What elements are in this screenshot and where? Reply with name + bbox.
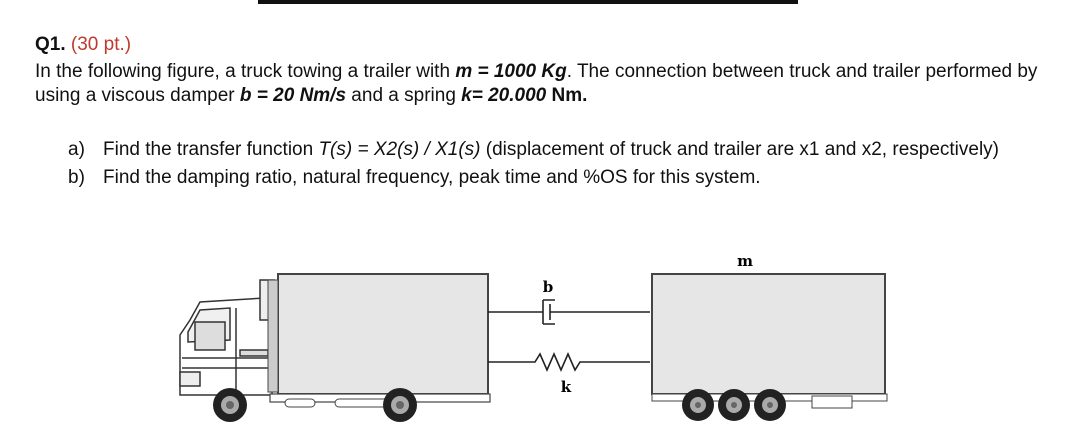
damper-label: b bbox=[542, 278, 554, 296]
truck-front-wheel bbox=[213, 388, 247, 422]
truck-box-front bbox=[268, 280, 278, 392]
question-text bbox=[35, 60, 1045, 108]
trailer-box bbox=[652, 274, 885, 394]
part-a bbox=[68, 136, 1048, 164]
mass-equation: m = 1000 Kg bbox=[455, 61, 567, 82]
mass-label: m bbox=[737, 252, 753, 270]
truck-trailer-figure bbox=[160, 240, 920, 435]
top-rule bbox=[258, 0, 798, 4]
part-a-text-2: (displacement of truck and trailer are x1 and x2, respectively) bbox=[480, 139, 1000, 160]
spring-unit: Nm. bbox=[546, 85, 588, 106]
question-points: (30 pt.) bbox=[70, 34, 132, 55]
trailer-wheel-1 bbox=[682, 389, 714, 421]
truck-cab bbox=[180, 280, 274, 395]
text-connection: . The connection between truck and trailer performed by using a viscous damper bbox=[35, 61, 1038, 106]
part-b-text: Find the damping ratio, natural frequency, peak time and %OS for this system. bbox=[103, 167, 761, 188]
part-b-label: b) bbox=[68, 167, 85, 188]
question-number: Q1. bbox=[35, 34, 66, 55]
damper-equation: b = 20 Nm/s bbox=[239, 85, 347, 106]
transfer-function: T(s) = X2(s) / X1(s) bbox=[318, 139, 481, 160]
part-a-text-1: Find the transfer function bbox=[103, 139, 319, 160]
spring bbox=[488, 354, 650, 370]
trailer-wheel-2 bbox=[718, 389, 750, 421]
spring-equation: k= 20.000 bbox=[461, 85, 547, 106]
truck-tank bbox=[285, 399, 315, 407]
question-parts bbox=[68, 136, 1048, 192]
part-b bbox=[68, 164, 1048, 192]
text-spring: and a spring bbox=[346, 85, 462, 106]
text-intro: In the following figure, a truck towing a trailer with bbox=[35, 61, 456, 82]
spring-label: k bbox=[560, 378, 572, 396]
truck-box bbox=[278, 274, 488, 394]
part-a-label: a) bbox=[68, 139, 85, 160]
trailer-bumper bbox=[812, 396, 852, 408]
truck-rear-wheel bbox=[383, 388, 417, 422]
figure-svg bbox=[160, 240, 920, 430]
damper bbox=[488, 300, 650, 324]
question-header bbox=[35, 34, 131, 56]
trailer-wheel-3 bbox=[754, 389, 786, 421]
part-a-text bbox=[103, 136, 1048, 164]
